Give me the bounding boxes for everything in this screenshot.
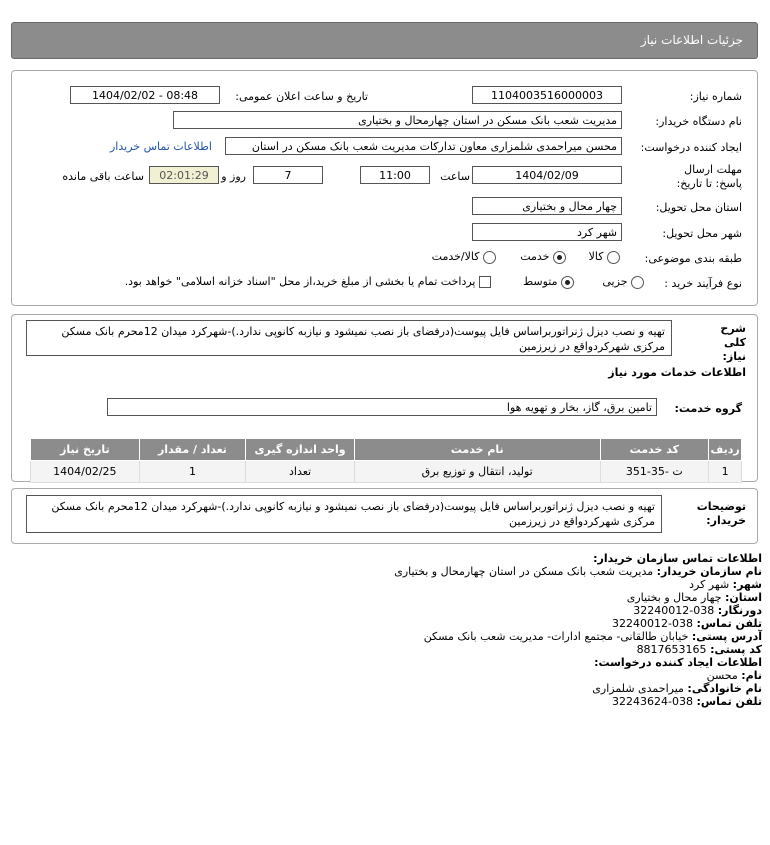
creator-field[interactable]: محسن میراحمدی شلمزاری معاون تدارکات مدیریت شعب بانک مسکن در استان — [225, 137, 622, 155]
page-header — [11, 22, 758, 59]
announce-datetime-field[interactable]: 1404/02/02 - 08:48 — [70, 86, 220, 104]
deadline-label: مهلت ارسال پاسخ: تا تاریخ: — [676, 163, 742, 190]
creator-info-title: اطلاعات ایجاد کننده درخواست: — [594, 656, 762, 669]
treasury-payment-checkbox[interactable] — [479, 276, 491, 288]
cell-need-date: 1404/02/25 — [31, 461, 140, 483]
buyer-notes-label: توضیحات خریدار: — [696, 500, 746, 527]
contact-phone: تلفن تماس: 038-32240012 — [612, 617, 762, 630]
deadline-time-label: ساعت — [440, 170, 470, 183]
contact-title: اطلاعات تماس سازمان خریدار: — [593, 552, 762, 565]
process-option-medium[interactable]: متوسط — [523, 275, 574, 289]
col-quantity: تعداد / مقدار — [139, 439, 246, 461]
cell-service-code: ت -35-351 — [600, 461, 709, 483]
category-option-service[interactable]: خدمت — [520, 250, 566, 264]
cell-service-name: تولید، انتقال و توزیع برق — [354, 461, 600, 483]
province-label: استان محل تحویل: — [655, 201, 742, 214]
remaining-time-label: ساعت باقی مانده — [62, 170, 144, 183]
services-table — [30, 438, 742, 483]
category-goods-radio[interactable] — [607, 251, 620, 264]
remaining-days-field[interactable]: 7 — [253, 166, 323, 184]
col-service-name: نام خدمت — [354, 439, 600, 461]
col-row-number: ردیف — [709, 439, 742, 461]
buyer-notes-text: تهیه و نصب دیزل ژنراتوربراساس فایل پیوست(درفضای باز نصب نمیشود و نیازبه کانوپی ندارد.)-شهرکرد میدان 12محرم بانک مسکن مرکزی شهرکردواقع در زیرزمین — [26, 495, 662, 533]
remaining-time-field: 02:01:29 — [149, 166, 219, 184]
category-option-goods-service[interactable]: کالا/خدمت — [432, 250, 496, 264]
city-field[interactable]: شهر کرد — [472, 223, 622, 241]
contact-postal-code: کد پستی: 8817653165 — [636, 643, 762, 656]
need-number-label: شماره نیاز: — [689, 90, 742, 103]
buyer-contact-link[interactable]: اطلاعات تماس خریدار — [110, 140, 212, 153]
process-label: نوع فرآیند خرید : — [664, 277, 742, 290]
services-section-title: اطلاعات خدمات مورد نیاز — [608, 366, 746, 379]
need-number-field[interactable]: 1104003516000003 — [472, 86, 622, 104]
contact-info — [10, 552, 762, 708]
creator-family: نام خانوادگی: میراحمدی شلمزاری — [592, 682, 762, 695]
city-label: شهر محل تحویل: — [662, 227, 742, 240]
service-group-label: گروه خدمت: — [674, 402, 742, 415]
summary-label: شرح کلی نیاز: — [720, 322, 746, 363]
contact-address: آدرس پستی: خیابان طالقانی- مجتمع ادارات- مدیریت شعب بانک مسکن — [423, 630, 762, 643]
category-goods-service-radio[interactable] — [483, 251, 496, 264]
creator-label: ایجاد کننده درخواست: — [640, 141, 742, 154]
buyer-org-label: نام دستگاه خریدار: — [655, 115, 742, 128]
cell-quantity: 1 — [139, 461, 246, 483]
page-title: جزئیات اطلاعات نیاز — [640, 33, 743, 47]
deadline-date-field[interactable]: 1404/02/09 — [472, 166, 622, 184]
contact-province: استان: چهار محال و بختیاری — [626, 591, 762, 604]
table-row — [31, 461, 742, 483]
deadline-time-field[interactable]: 11:00 — [360, 166, 430, 184]
remaining-days-label: روز و — [221, 170, 246, 183]
process-minor-radio[interactable] — [631, 276, 644, 289]
col-need-date: تاریخ نیاز — [31, 439, 140, 461]
services-table-header — [31, 439, 742, 461]
buyer-org-field[interactable]: مدیریت شعب بانک مسکن در استان چهارمحال و بختیاری — [173, 111, 622, 129]
creator-phone: تلفن تماس: 038-32243624 — [612, 695, 762, 708]
summary-text: تهیه و نصب دیزل ژنراتوربراساس فایل پیوست(درفضای باز نصب نمیشود و نیازبه کانوپی ندارد.)-شهرکرد میدان 12محرم بانک مسکن مرکزی شهرکردواقع در زیرزمین — [26, 320, 672, 356]
contact-org: نام سازمان خریدار: مدیریت شعب بانک مسکن در استان چهارمحال و بختیاری — [394, 565, 762, 578]
announce-datetime-label: تاریخ و ساعت اعلان عمومی: — [235, 90, 368, 103]
process-option-minor[interactable]: جزیی — [602, 275, 644, 289]
treasury-payment-option[interactable]: پرداخت تمام یا بخشی از مبلغ خرید،از محل "اسناد خزانه اسلامی" خواهد بود. — [125, 275, 491, 288]
province-field[interactable]: چهار محال و بختیاری — [472, 197, 622, 215]
service-group-field[interactable]: تامین برق، گاز، بخار و تهویه هوا — [107, 398, 657, 416]
creator-name: نام: محسن — [706, 669, 762, 682]
contact-fax: دورنگار: 038-32240012 — [633, 604, 762, 617]
category-option-goods[interactable]: کالا — [589, 250, 620, 264]
col-unit: واحد اندازه گیری — [246, 439, 355, 461]
process-medium-radio[interactable] — [561, 276, 574, 289]
cell-row-number: 1 — [709, 461, 742, 483]
cell-unit: تعداد — [246, 461, 355, 483]
main-form-panel — [11, 70, 758, 306]
col-service-code: کد خدمت — [600, 439, 709, 461]
category-label: طبقه بندی موضوعی: — [644, 252, 742, 265]
contact-city: شهر: شهر کرد — [689, 578, 762, 591]
category-service-radio[interactable] — [553, 251, 566, 264]
